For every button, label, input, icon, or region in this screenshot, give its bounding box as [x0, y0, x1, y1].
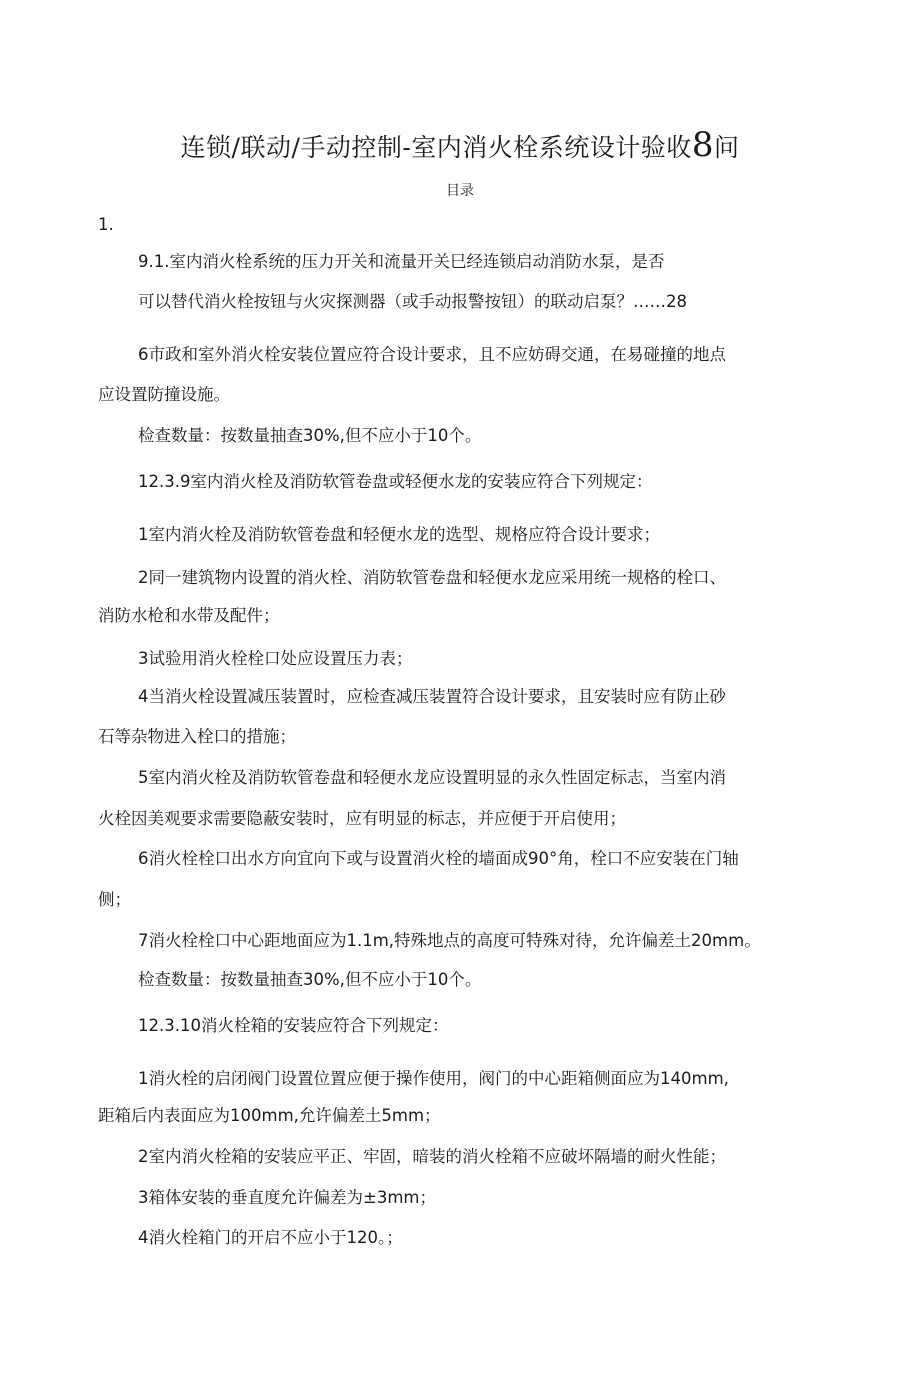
page-title — [0, 125, 920, 165]
paragraph-line: 2同一建筑物内设置的消火栓、消防软管卷盘和轻便水龙应采用统一规格的栓口、 — [138, 568, 726, 587]
toc-number: 1. — [98, 215, 114, 234]
paragraph-line: 1消火栓的启闭阀门设置位置应便于操作使用，阀门的中心距箱侧面应为140mm, — [138, 1069, 729, 1088]
paragraph-line: 5室内消火栓及消防软管卷盘和轻便水龙应设置明显的永久性固定标志，当室内消 — [138, 768, 726, 787]
toc-heading: 目录 — [446, 183, 474, 199]
paragraph-line: 6市政和室外消火栓安装位置应符合设计要求，且不应妨碍交通，在易碰撞的地点 — [138, 345, 726, 364]
paragraph-line: 检查数量：按数量抽查30%,但不应小于10个。 — [138, 426, 482, 445]
title-suffix: 问 — [713, 133, 740, 162]
toc-entry-line[interactable]: 9.1.室内消火栓系统的压力开关和流量开关巳经连锁启动消防水泵，是否 — [138, 252, 665, 271]
title-number: 8 — [691, 125, 714, 165]
paragraph-line: 侧； — [98, 890, 131, 909]
paragraph-line: 距箱后内表面应为100mm,允许偏差土5mm； — [98, 1106, 441, 1125]
paragraph-line: 火栓因美观要求需要隐蔽安装时，应有明显的标志，并应便于开启使用； — [98, 809, 626, 828]
paragraph-line: 应设置防撞设施。 — [98, 385, 230, 404]
paragraph-line: 3试验用消火栓栓口处应设置压力表； — [138, 649, 413, 668]
paragraph-line: 4消火栓箱门的开启不应小于120。； — [138, 1228, 403, 1247]
section-heading: 12.3.10消火栓箱的安装应符合下列规定： — [138, 1016, 449, 1035]
paragraph-line: 6消火栓栓口出水方向宜向下或与设置消火栓的墙面成90°角，栓口不应安装在门轴 — [138, 849, 739, 868]
title-prefix: 连锁/联动/手动控制-室内消火栓系统设计验收 — [180, 133, 692, 162]
paragraph-line: 石等杂物进入栓口的措施； — [98, 727, 296, 746]
paragraph-line: 3箱体安装的垂直度允许偏差为±3mm； — [138, 1188, 436, 1207]
paragraph-line: 1室内消火栓及消防软管卷盘和轻便水龙的选型、规格应符合设计要求； — [138, 525, 660, 544]
paragraph-line: 7消火栓栓口中心距地面应为1.1m,特殊地点的高度可特殊对待，允许偏差土20mm。 — [138, 931, 761, 950]
toc-entry-line[interactable]: 可以替代消火栓按钮与火灾探测器（或手动报警按钮）的联动启泵？……28 — [138, 292, 687, 311]
paragraph-line: 检查数量：按数量抽查30%,但不应小于10个。 — [138, 970, 482, 989]
paragraph-line: 消防水枪和水带及配件； — [98, 606, 280, 625]
paragraph-line: 4当消火栓设置减压装置时，应检查减压装置符合设计要求，且安装时应有防止砂 — [138, 687, 726, 706]
paragraph-line: 2室内消火栓箱的安装应平正、牢固，暗装的消火栓箱不应破坏隔墙的耐火性能； — [138, 1147, 726, 1166]
section-heading: 12.3.9室内消火栓及消防软管卷盘或轻便水龙的安装应符合下列规定： — [138, 472, 653, 491]
